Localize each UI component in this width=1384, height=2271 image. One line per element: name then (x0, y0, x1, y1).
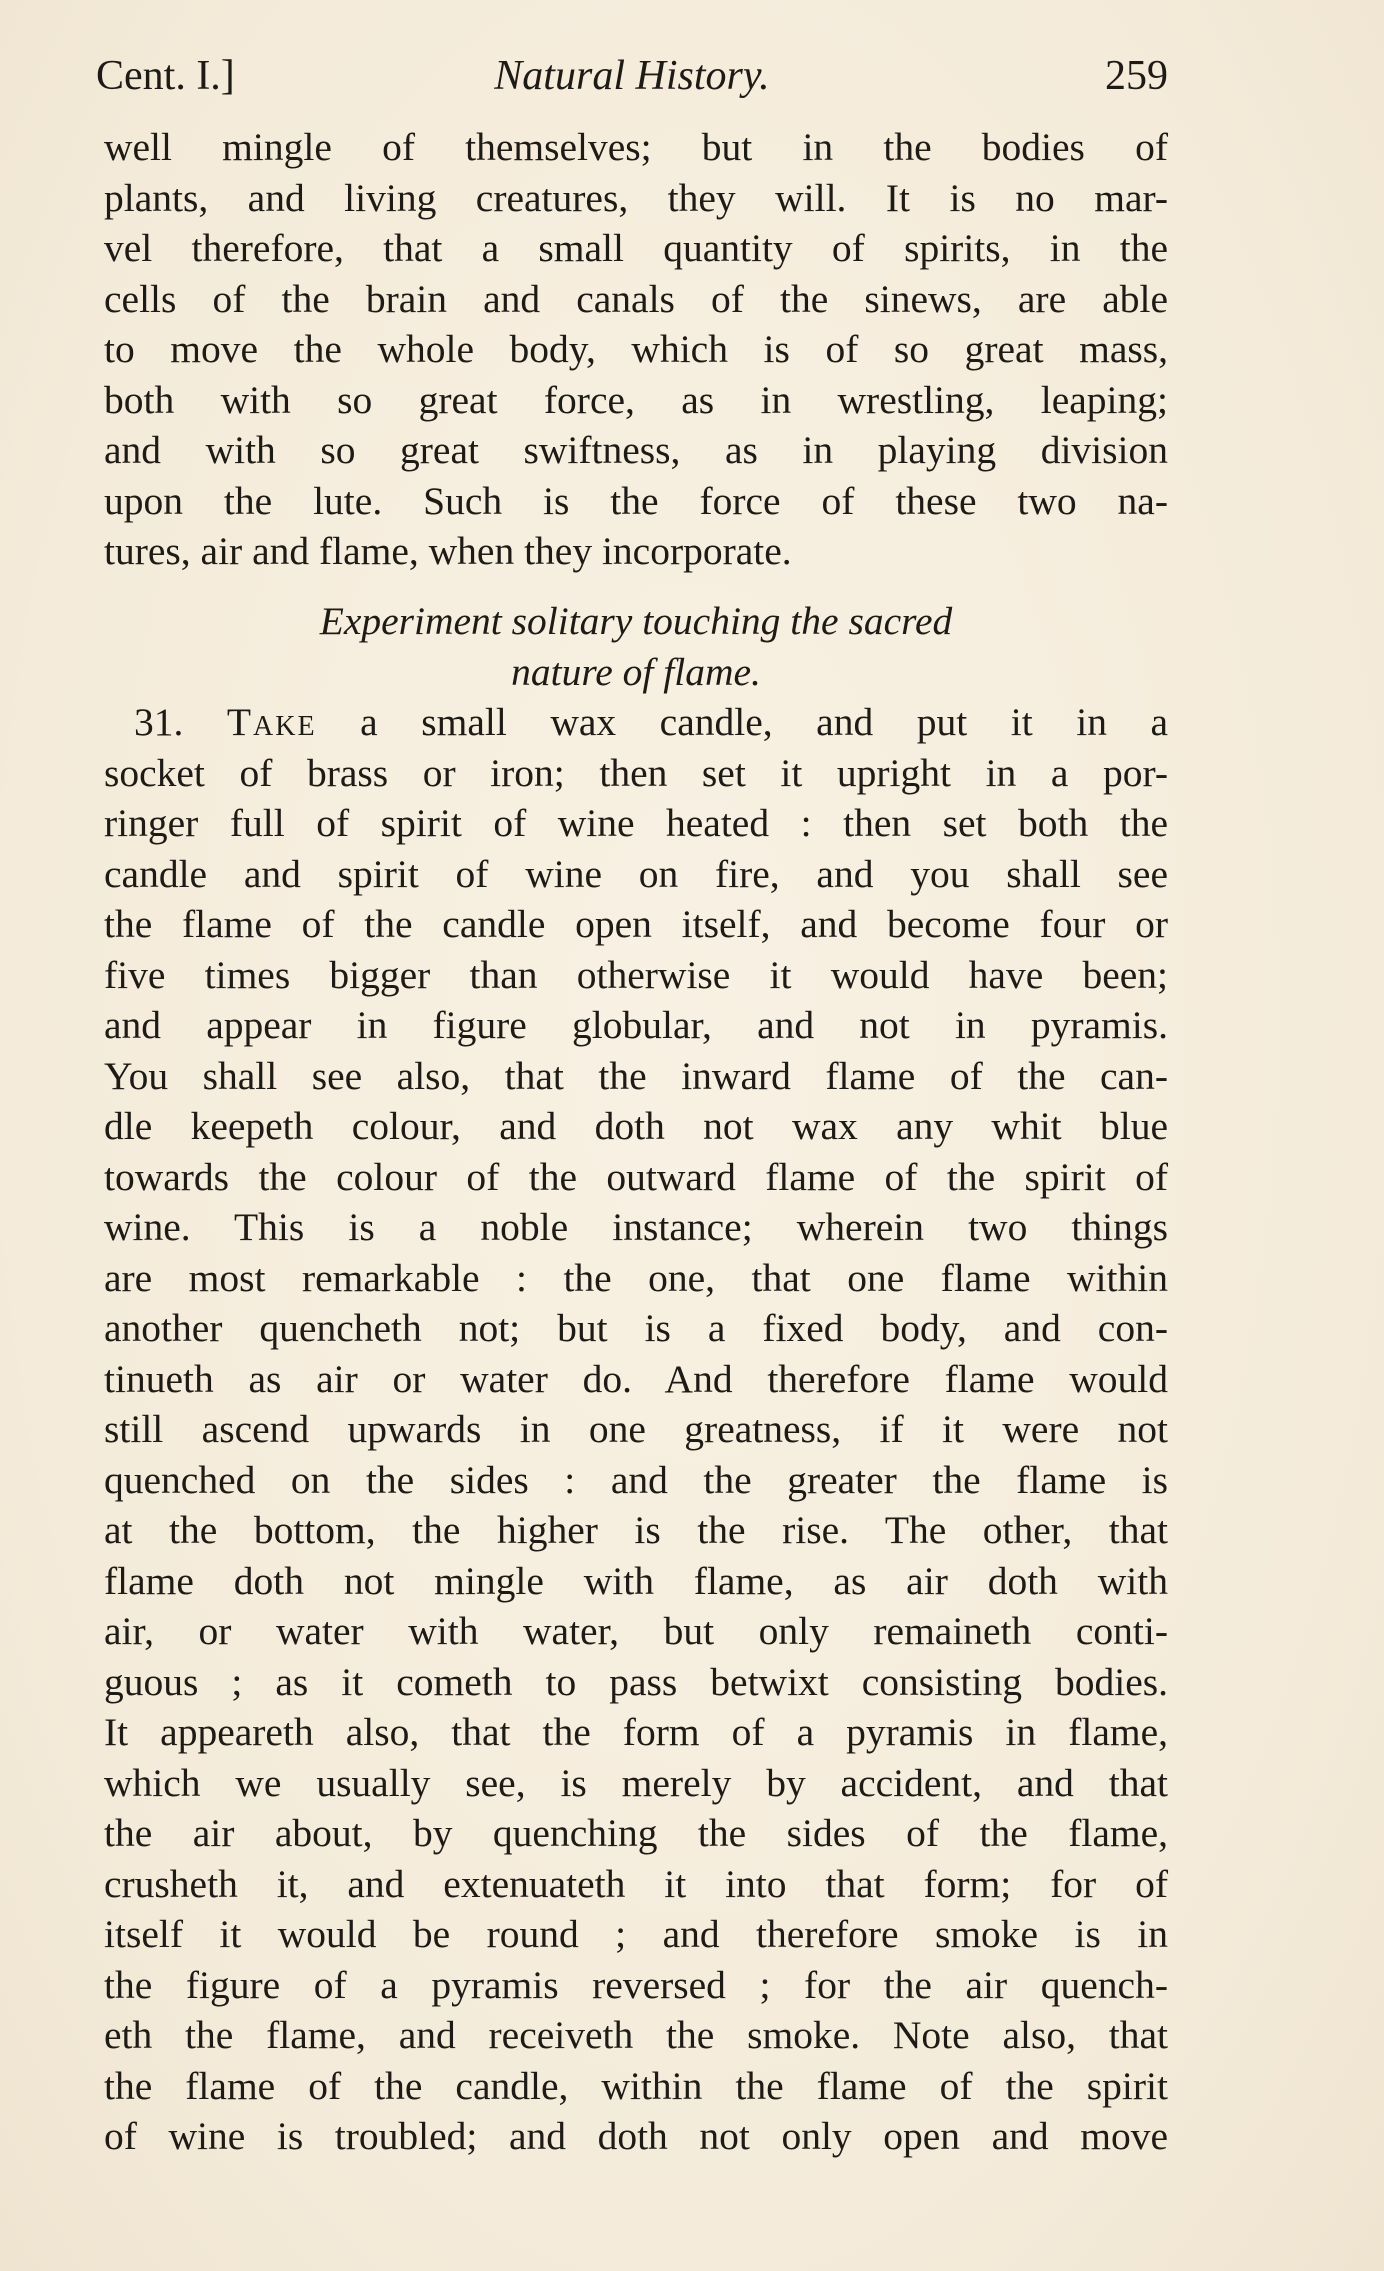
text-line: tures, air and flame, when they incorporate. (104, 529, 792, 573)
text-line: It appeareth also, that the form of a pyramis in flame, (104, 1710, 1168, 1754)
header-title: Natural History. (494, 53, 770, 99)
experiment-heading (104, 596, 1168, 697)
text-line: towards the colour of the outward flame of the spirit of (104, 1154, 1168, 1199)
heading-line: nature of flame. (511, 649, 761, 694)
text-line: the flame of the candle open itself, and become four or (104, 902, 1168, 946)
text-line: well mingle of themselves; but in the bodies of (104, 125, 1168, 169)
text-line: socket of brass or iron; then set it upright in a por- (104, 750, 1168, 795)
text-line: and with so great swiftness, as in playing division (104, 428, 1168, 472)
text-line: still ascend upwards in one greatness, if it were not (104, 1407, 1168, 1451)
text-line: and appear in figure globular, and not in pyramis. (104, 1003, 1168, 1047)
text-line: at the bottom, the higher is the rise. The other, that (104, 1508, 1168, 1552)
text-line: crusheth it, and extenuateth it into that form; for of (104, 1861, 1168, 1906)
experiment-number: 31. (134, 700, 184, 744)
text-line: quenched on the sides : and the greater the flame is (104, 1457, 1168, 1502)
first-line-text: a small wax candle, and put it in a (360, 700, 1169, 744)
text-line: both with so great force, as in wrestling, leaping; (104, 377, 1168, 422)
lead-word: Take (226, 700, 317, 744)
text-line: dle keepeth colour, and doth not wax any whit blue (104, 1104, 1168, 1148)
text-line: cells of the brain and canals of the sinews, are able (104, 276, 1168, 321)
text-line: eth the flame, and receiveth the smoke. Note also, that (104, 2013, 1168, 2057)
paragraph-continued (104, 122, 1168, 577)
header-section-label: Cent. I.] (96, 53, 235, 99)
text-line: the flame of the candle, within the flame of the spirit (104, 2063, 1168, 2108)
text-line: You shall see also, that the inward flame of the can- (104, 1053, 1168, 1098)
text-line: to move the whole body, which is of so great mass, (104, 327, 1168, 371)
text-line: which we usually see, is merely by accident, and that (104, 1760, 1168, 1805)
text-line: upon the lute. Such is the force of these two na- (104, 478, 1168, 523)
heading-line: Experiment solitary touching the sacred (319, 599, 953, 643)
paragraph-first-line (104, 697, 1168, 748)
text-line: vel therefore, that a small quantity of spirits, in the (104, 226, 1168, 270)
text-line: of wine is troubled; and doth not only open and move (104, 2114, 1168, 2158)
text-line: wine. This is a noble instance; wherein two things (104, 1205, 1168, 1249)
text-line: the figure of a pyramis reversed ; for the air quench- (104, 1962, 1168, 2007)
page-number: 259 (1105, 53, 1168, 99)
paragraph-experiment-31 (104, 697, 1168, 2162)
running-header (96, 44, 1168, 108)
text-line: candle and spirit of wine on fire, and you shall see (104, 851, 1168, 896)
text-line: guous ; as it cometh to pass betwixt consisting bodies. (104, 1659, 1168, 1704)
text-line: itself it would be round ; and therefore smoke is in (104, 1912, 1168, 1956)
text-line: the air about, by quenching the sides of the flame, (104, 1811, 1168, 1855)
text-line: five times bigger than otherwise it would have been; (104, 952, 1168, 997)
text-line: are most remarkable : the one, that one flame within (104, 1255, 1168, 1300)
text-line: plants, and living creatures, they will. It is no mar- (104, 175, 1168, 220)
text-line: tinueth as air or water do. And therefore flame would (104, 1356, 1168, 1401)
text-line: air, or water with water, but only remaineth conti- (104, 1609, 1168, 1653)
text-line: flame doth not mingle with flame, as air doth with (104, 1558, 1168, 1603)
text-line: ringer full of spirit of wine heated : then set both the (104, 801, 1168, 845)
text-line: another quencheth not; but is a fixed body, and con- (104, 1306, 1168, 1350)
